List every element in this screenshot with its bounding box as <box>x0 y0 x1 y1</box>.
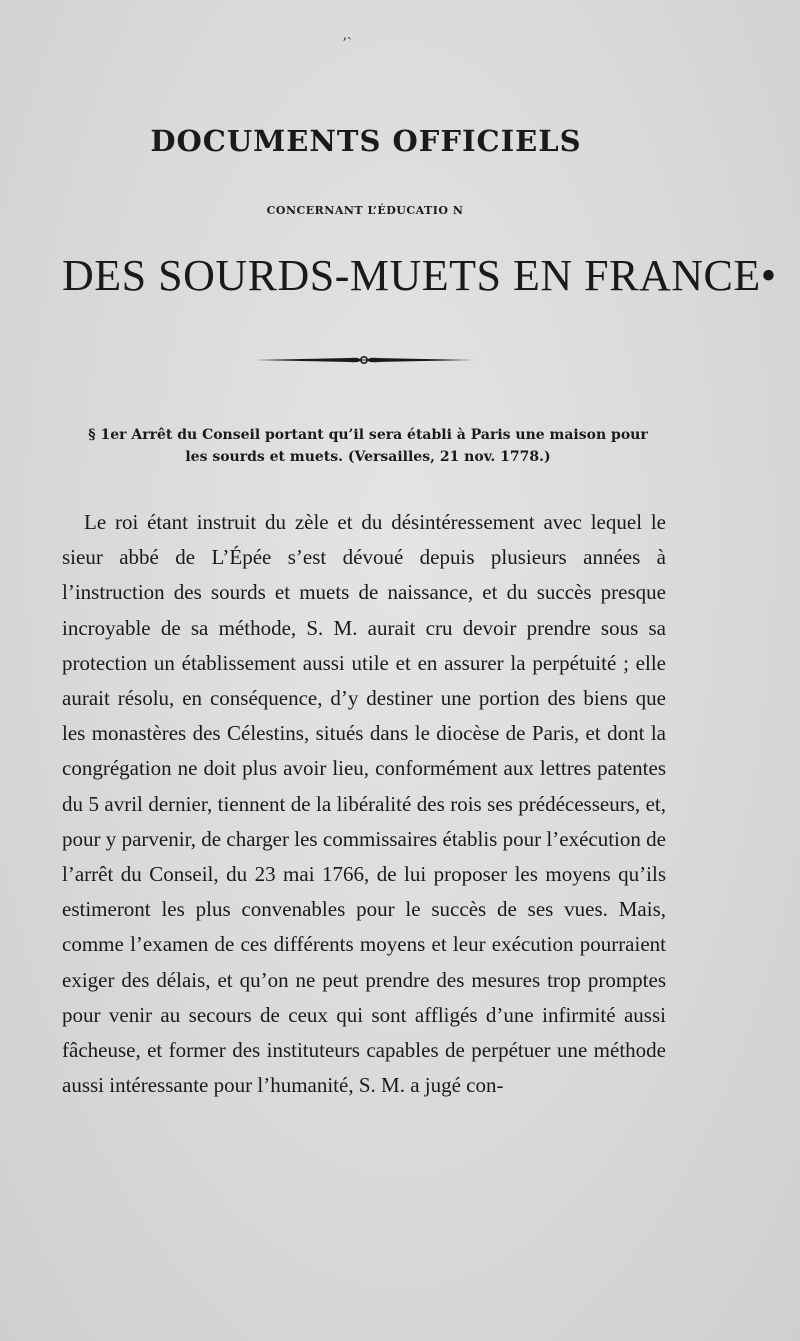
divider-ornament <box>255 352 473 368</box>
document-title: DOCUMENTS OFFICIELS <box>150 124 582 158</box>
ink-mark: ʼ` <box>342 36 354 52</box>
document-subtitle: CONCERNANT L’ÉDUCATIO N <box>266 204 464 217</box>
main-heading: DES SOURDS-MUETS EN FRANCE• <box>62 251 777 300</box>
body-paragraph: Le roi étant instruit du zèle et du désintéressement avec lequel le sieur abbé de L’Épée s’est dévoué depuis plusieurs années à l’instruction des sourds et muets de naissance, et du succès presque incroyable de sa méthode, S. M. aurait cru devoir prendre sous sa protection un établissement aussi utile et en assurer la perpétuité ; elle aurait résolu, en conséquence, d’y destiner une portion des biens que les monastères des Célestins, situés dans le diocèse de Paris, et dont la congrégation ne doit plus avoir lieu, conformément aux lettres patentes du 5 avril dernier, tiennent de la libéralité des rois ses prédécesseurs, et, pour y parvenir, de charger les commissaires établis pour l’exécution de l’arrêt du Conseil, du 23 mai 1766, de lui proposer les moyens qu’ils estimeront les plus convenables pour le succès de ses vues. Mais, comme l’examen de ces différents moyens et leur exécution pourraient exiger des délais, et qu’on ne peut prendre des mesures trop promptes pour venir au secours de ceux qui sont affligés d’une infirmité aussi fâcheuse, et former des instituteurs capables de perpétuer une méthode aussi intéressante pour l’humanité, S. M. a jugé con- <box>62 510 666 1098</box>
section-heading: § 1er Arrêt du Conseil portant qu’il sera établi à Paris une maison pour les sourds et muets. (Versailles, 21 nov. 1778.) <box>88 427 648 465</box>
